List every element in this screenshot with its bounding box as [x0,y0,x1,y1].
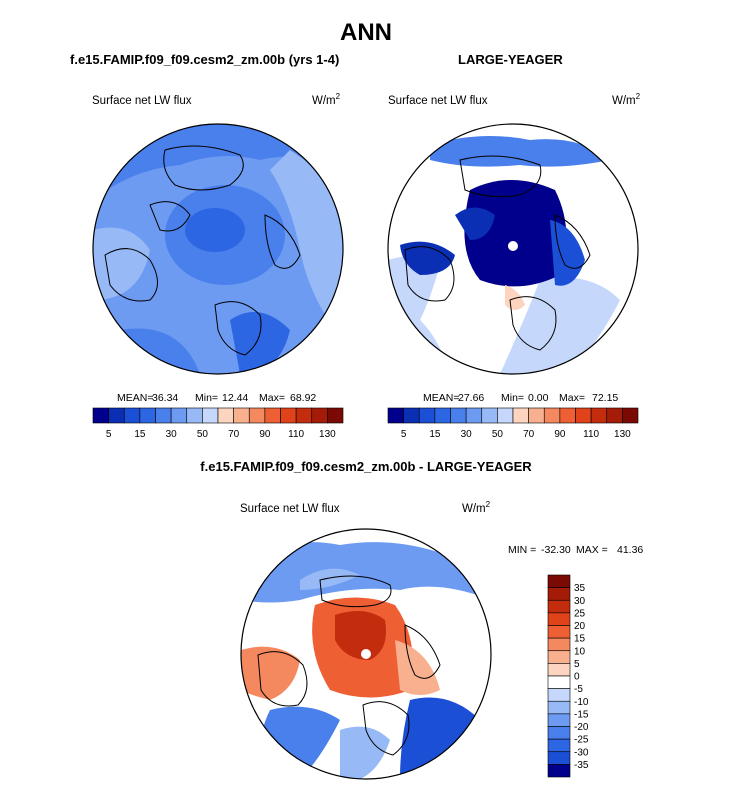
panel-c-colorbar-box [548,600,570,613]
panel-b-colorbar-tick-label: 70 [523,429,535,440]
panel-b-colorbar-box [529,408,545,423]
panel-b-map [388,124,638,374]
panel-b-colorbar-box [419,408,435,423]
panel-c-max-label: MAX = [576,544,608,556]
panel-a-colorbar-box [156,408,172,423]
panel-a-map [93,124,343,374]
panel-c-colorbar-box [548,676,570,689]
panel-a-max-label: Max= [259,392,285,404]
panel-b-colorbar-box [451,408,467,423]
panel-c-min-value: -32.30 [541,544,571,556]
panel-a-colorbar-box [249,408,265,423]
panel-c-colorbar-tick-label: -25 [574,734,589,746]
panel-c-colorbar-tick-label: -20 [574,722,589,733]
panel-c-colorbar-tick-label: -10 [574,696,589,708]
panel-c-field-label: Surface net LW flux [240,503,340,515]
panel-c-colorbar-box [548,613,570,626]
panel-b-max-value: 72.15 [592,392,619,404]
panel-a-colorbar-box [281,408,297,423]
panel-a-colorbar-tick-label: 110 [288,429,305,440]
panel-c-units: $W/m^2$ [462,500,491,515]
panel-a-colorbar-tick-label: 15 [134,429,146,440]
panel-c-colorbar-tick-label: 10 [574,646,586,658]
panel-c-colorbar-tick-label: 30 [574,595,586,607]
panel-b-mean-label: MEAN= [423,392,460,404]
panel-b-colorbar-box [622,408,638,423]
panel-b-colorbar-box [560,408,576,423]
panel-b-colorbar-tick-label: 30 [460,429,472,440]
panel-c-colorbar-box [548,752,570,765]
panel-b-colorbar-tick-label: 130 [614,429,631,440]
panel-b-colorbar-tick-label: 90 [554,429,566,440]
panel-b-min-label: Min= [501,392,525,404]
page-title: ANN [340,19,392,46]
panel-b-max-label: Max= [559,392,585,404]
panel-a-colorbar-box [124,408,140,423]
panel-b-field-label: Surface net LW flux [388,95,488,107]
panel-a-min-value: 12.44 [222,392,249,404]
panel-b-units: $W/m^2$ [612,92,641,107]
panel-c-colorbar-box [548,689,570,702]
panel-c-colorbar-tick-label: 25 [574,608,586,620]
panel-a-mean-value: 36.34 [152,392,179,404]
panel-c-colorbar-tick-label: 35 [574,583,586,595]
panel-b-colorbar-box [497,408,513,423]
panel-a-colorbar-box [234,408,250,423]
panel-b-colorbar-box [513,408,529,423]
panel-a-colorbar-tick-label: 70 [228,429,240,440]
panel-b-colorbar-tick-label: 15 [429,429,441,440]
panel-a-stats [117,392,316,404]
panel-b-colorbar [388,408,638,440]
panel-c-colorbar-tick-label: -5 [574,684,583,696]
panel-b-colorbar-box [544,408,560,423]
panel-a-colorbar-tick-label: 130 [319,429,336,440]
panel-a-title: f.e15.FAMIP.f09_f09.cesm2_zm.00b (yrs 1-4) [70,52,340,67]
panel-c-stats [508,544,643,556]
panel-a-min-label: Min= [195,392,219,404]
panel-a-colorbar-box [202,408,218,423]
panel-c-title: f.e15.FAMIP.f09_f09.cesm2_zm.00b - LARGE-YEAGER [200,459,532,474]
panel-b-colorbar-box [591,408,607,423]
panel-a-colorbar-tick-label: 90 [259,429,271,440]
panel-a-colorbar [93,408,343,440]
panel-c-colorbar-box [548,714,570,727]
panel-c-max-value: 41.36 [617,544,644,556]
panel-c-colorbar-box [548,588,570,601]
panel-a-colorbar-tick-label: 50 [196,429,208,440]
panel-a-colorbar-tick-label: 30 [165,429,177,440]
panel-a-units: $W/m^2$ [312,92,341,107]
panel-a-colorbar-box [265,408,281,423]
panel-c-colorbar-box [548,701,570,714]
panel-a-mean-label: MEAN= [117,392,154,404]
panel-c-colorbar-box [548,575,570,588]
panel-b-colorbar-box [576,408,592,423]
panel-c-colorbar-tick-label: 0 [574,671,580,683]
panel-a-field-label: Surface net LW flux [92,95,192,107]
panel-c-colorbar-box [548,651,570,664]
panel-a-max-value: 68.92 [290,392,317,404]
panel-c-colorbar-tick-label: 5 [574,658,580,670]
panel-c-colorbar-tick-label: -15 [574,709,589,721]
panel-a-colorbar-box [140,408,156,423]
panel-c-colorbar-box [548,638,570,651]
panel-c-colorbar [548,575,589,777]
panel-c-colorbar-tick-label: -30 [574,747,589,759]
panel-c-colorbar-box [548,764,570,777]
panel-a-colorbar-box [327,408,343,423]
panel-b-min-value: 0.00 [528,392,549,404]
panel-c-colorbar-tick-label: 15 [574,633,586,645]
panel-b-colorbar-box [466,408,482,423]
panel-b-stats [423,392,618,404]
panel-c-colorbar-box [548,663,570,676]
panel-b-colorbar-tick-label: 5 [400,429,407,440]
panel-c-colorbar-box [548,727,570,740]
panel-a-colorbar-box [93,408,109,423]
panel-a-colorbar-box [171,408,187,423]
panel-b-colorbar-tick-label: 50 [491,429,503,440]
panel-a-colorbar-tick-label: 5 [105,429,112,440]
panel-b-colorbar-box [388,408,404,423]
panel-a-colorbar-box [187,408,203,423]
panel-a-colorbar-box [296,408,312,423]
panel-c-colorbar-tick-label: -35 [574,759,589,771]
panel-b-colorbar-box [435,408,451,423]
panel-c-map [241,529,491,779]
panel-a-colorbar-box [109,408,125,423]
panel-b-colorbar-box [482,408,498,423]
panel-c-colorbar-box [548,626,570,639]
panel-a-colorbar-box [312,408,328,423]
panel-c-min-label: MIN = [508,544,537,556]
panel-b-colorbar-box [404,408,420,423]
panel-c-colorbar-tick-label: 20 [574,621,586,632]
panel-a-colorbar-box [218,408,234,423]
panel-c-colorbar-box [548,739,570,752]
panel-b-colorbar-tick-label: 110 [583,429,600,440]
panel-b-title: LARGE-YEAGER [458,52,563,67]
panel-b-colorbar-box [607,408,623,423]
panel-b-mean-value: 27.66 [458,392,485,404]
